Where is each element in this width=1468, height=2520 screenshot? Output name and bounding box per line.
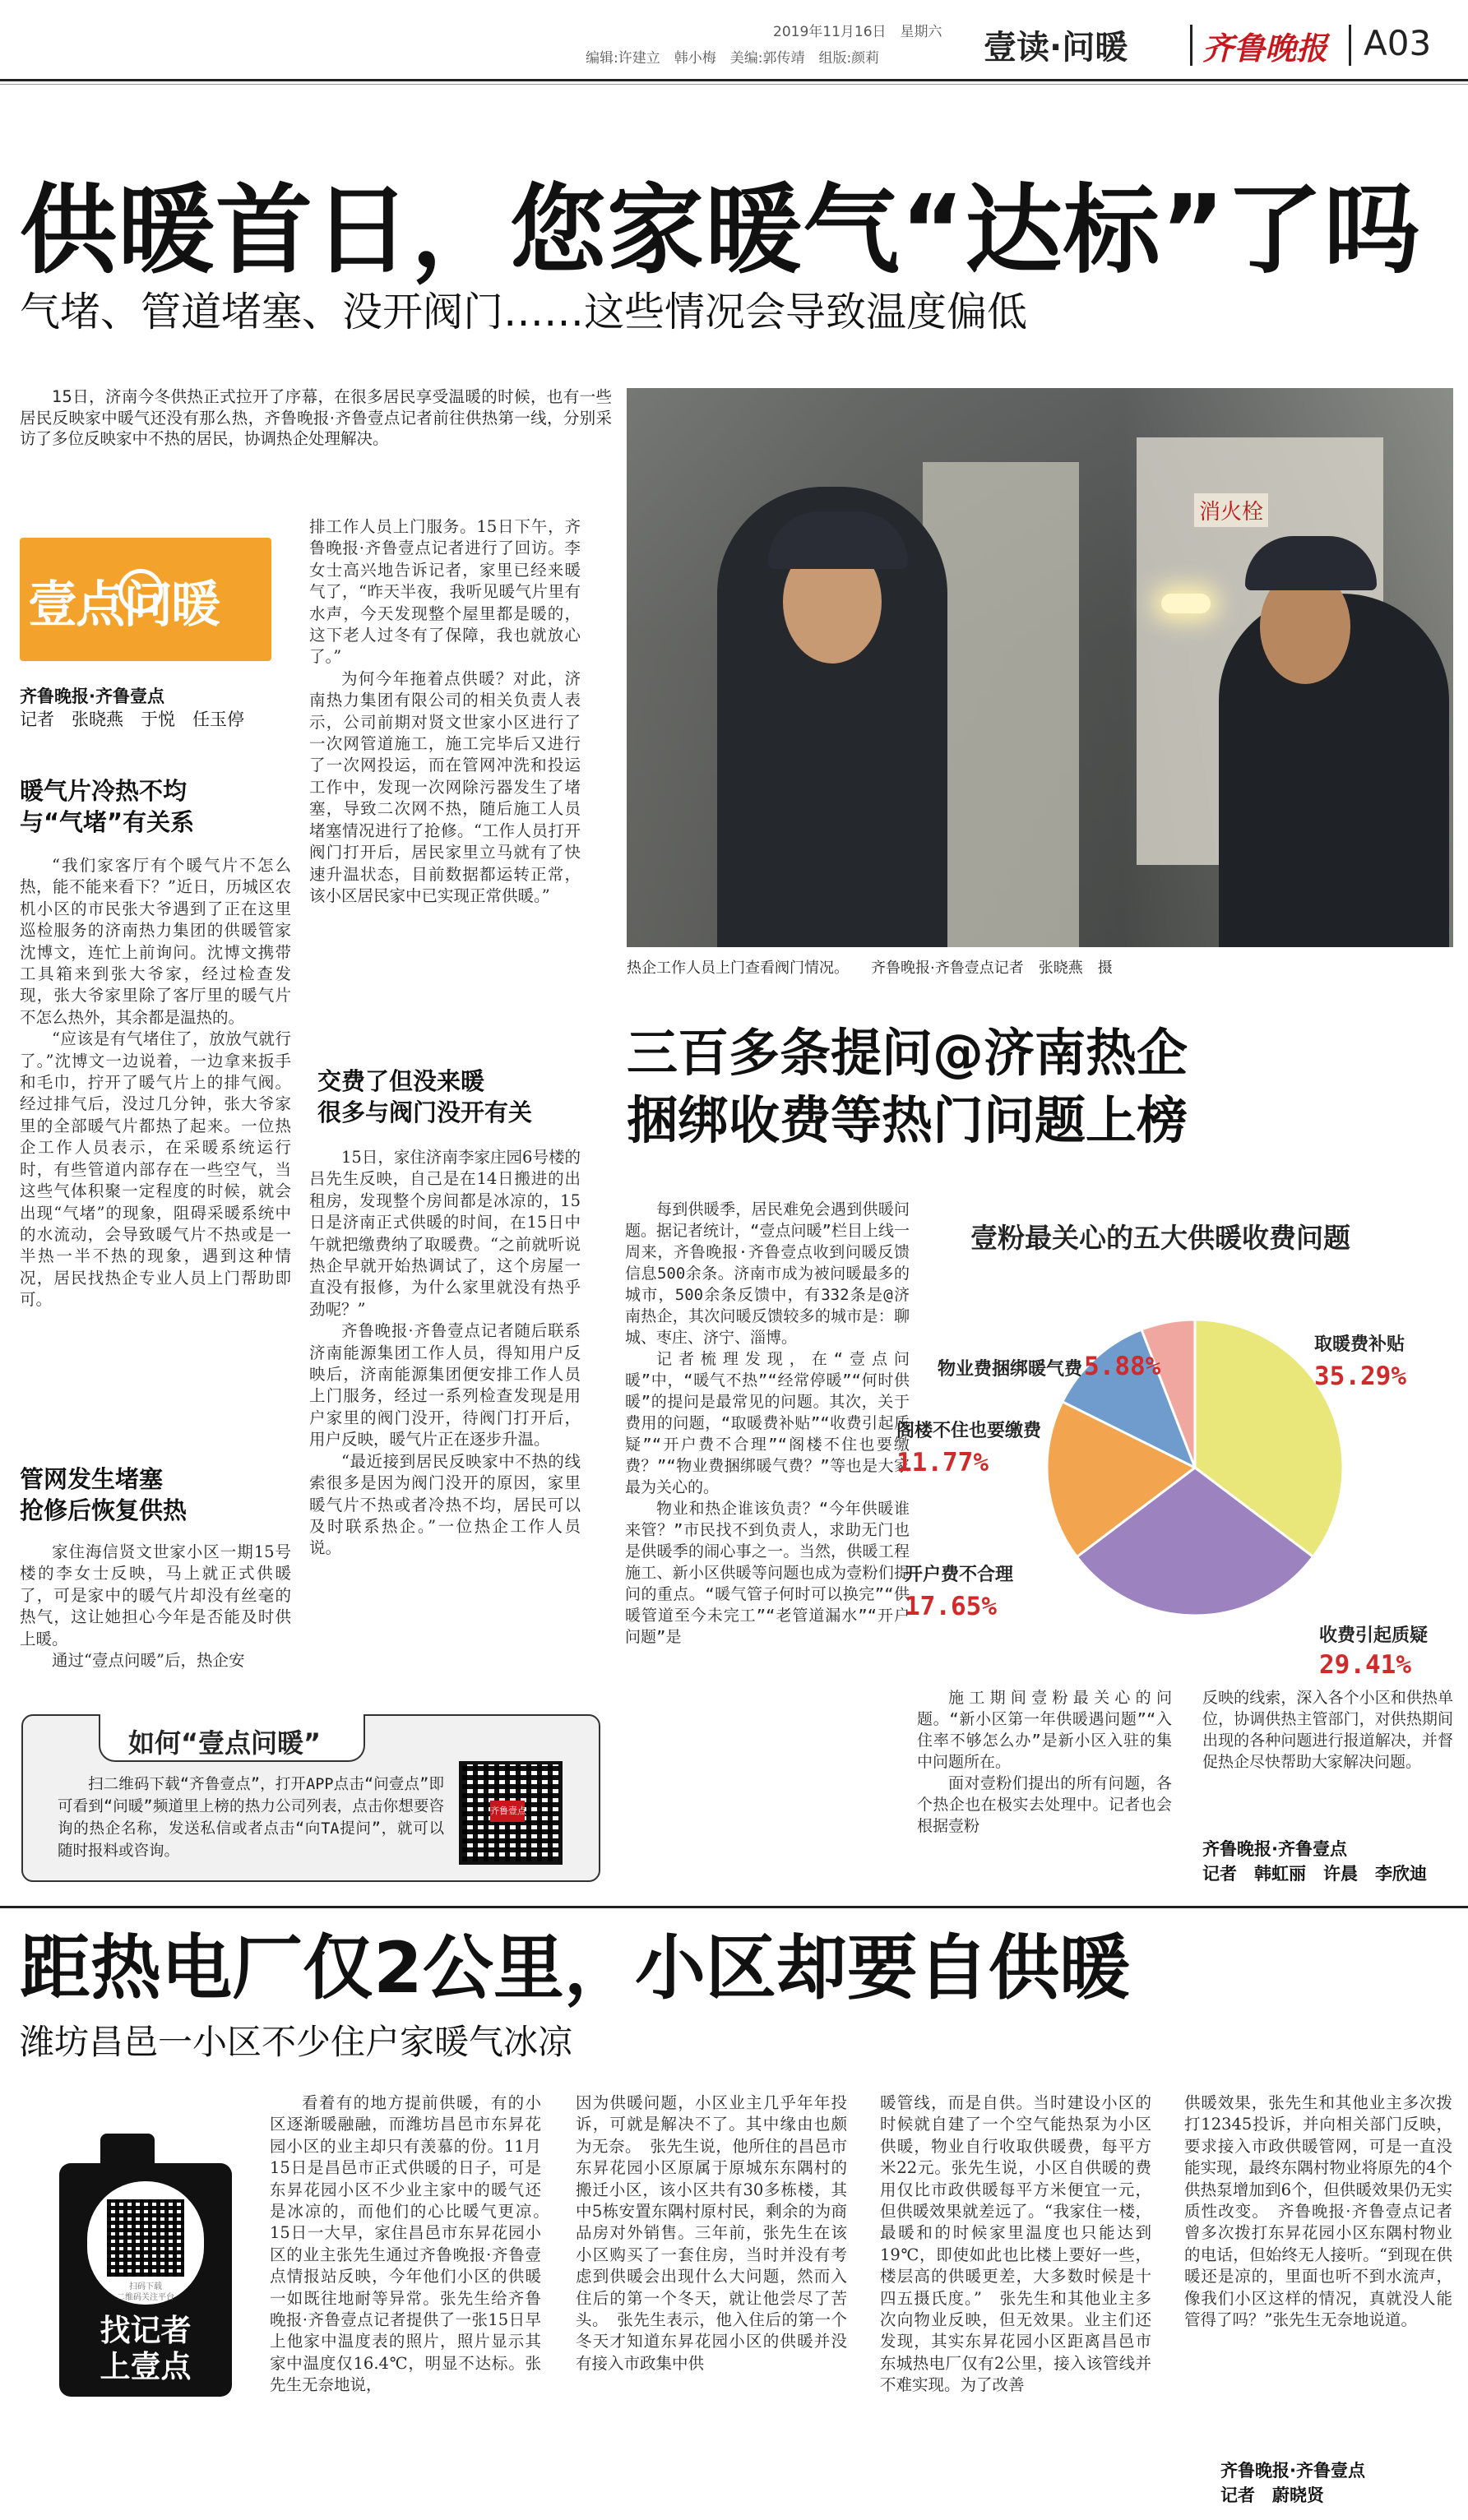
article1-col2-a: 排工作人员上门服务。15日下午，齐鲁晚报·齐鲁壹点记者进行了回访。李女士高兴地告诉记者，家里已经来暖气了，“昨天半夜，我听见暖气片里有水声，今天发现整个屋里都是暖的，这下老人过冬有了保障，我也就放心了。” 为何今年拖着点供暖？对此，济南热力集团有限公司的相关负责人表示，公司前期对贤文世家小区进行了一次网管道施工，施工完毕后又进行了一次网投运，而在管网冲洗和投运工作中，发现一次网除污器发生了堵塞，导致二次网不热，随后施工人员堵塞情况进行了抢修。“工作人员打开阀门打开后，居民家里立马就有了快速升温状态，目前数据都运转正常，该小区居民家中已实现正常供暖。” <box>309 517 581 905</box>
pie-label-2: 开户费不合理 <box>905 1565 1014 1585</box>
article1-subheadline: 气堵、管道堵塞、没开阀门……这些情况会导致温度偏低 <box>20 289 1028 335</box>
pie-value-3: 11.77% <box>896 1448 989 1477</box>
promo-box <box>21 1714 600 1882</box>
chart-title: 壹粉最关心的五大供暖收费问题 <box>970 1222 1350 1254</box>
badge-text: 找记者 上壹点 <box>100 2313 192 2384</box>
fire-cabinet-label: 消火栓 <box>1194 493 1268 527</box>
article1-lead: 15日，济南今冬供热正式拉开了序幕，在很多居民享受温暖的时候，也有一些居民反映家中暖气还没有那么热，齐鲁晚报·齐鲁壹点记者前往供热第一线，分别采访了多位反映家中不热的居民，协调热企处理解决。 <box>20 387 612 448</box>
article2-headline: 三百多条提问@济南热企 捆绑收费等热门问题上榜 <box>627 1023 1188 1150</box>
thermometer-icon <box>118 569 163 613</box>
paper-logo: 齐鲁晚报 <box>1202 30 1328 67</box>
article-divider <box>0 1906 1468 1908</box>
logo-text: 壹点问暖 <box>28 576 219 634</box>
article3-col2: 因为供暖问题，小区业主几乎年年投诉，可就是解决不了。其中缘由也颇为无奈。 张先生说，他所住的昌邑市东昇花园小区原属于原城东东隅村的搬迁小区，该小区共有30多栋楼，其中5栋安置东隅村原村民，剩余的为商品房对外销售。三年前，张先生在该小区购买了一套住房，当时并没有考虑到供暖会出现什么大问题，然而入住后的第一个冬天，就让他尝尽了苦头。 张先生表示，他入住后的第一个冬天才知道东昇花园小区的供暖并没有接入市政集中供 <box>576 2093 847 2373</box>
promo-title: 如何“壹点问暖” <box>128 1727 322 1759</box>
article1-photo <box>627 388 1453 947</box>
pie-value-1: 29.41% <box>1319 1650 1411 1680</box>
pie-value-2: 17.65% <box>905 1592 997 1621</box>
pie-label-3: 阁楼不住也要缴费 <box>896 1421 1042 1441</box>
staff-credits: 编辑:许建立 韩小梅 美编:郭传靖 组版:颜莉 <box>586 50 880 67</box>
article1-photo-caption: 热企工作人员上门查看阀门情况。 齐鲁晚报·齐鲁壹点记者 张晓燕 摄 <box>627 959 1113 977</box>
article3-col3: 暖管线，而是自供。当时建设小区的时候就自建了一个空气能热泵为小区供暖，物业自行收取供暖费，每平方米22元。张先生说，小区自供暖的费用仅比市政供暖每平方米便宜一元，但供暖效果就差远了。“我家住一楼，最暖和的时候家里温度也只能达到19℃，即使如此也比楼上要好一些，楼层高的供暖更差，大多数时候是十四五摄氏度。” 张先生和其他业主多次向物业反映，但无效果。业主们还发现，其实东昇花园小区距离昌邑市东城热电厂仅有2公里，接入该管线并不难实现。为了改善 <box>880 2093 1151 2395</box>
issue-date: 2019年11月16日 星期六 <box>773 24 942 40</box>
section-name: 壹读·问暖 <box>984 29 1128 67</box>
pie-label-0: 取暖费补贴 <box>1314 1334 1405 1355</box>
wennuan-logo <box>20 538 271 661</box>
divider-bar <box>1190 25 1192 66</box>
promo-body: 扫二维码下载“齐鲁壹点”，打开APP点击“问壹点”即可看到“问暖”频道里上榜的热力公司列表，点击你想要咨询的热企名称，发送私信或者点击“向TA提问”，就可以随时报料或咨询。 <box>58 1776 444 1860</box>
reporter-badge <box>59 2134 232 2397</box>
badge-tab <box>100 2134 155 2166</box>
pie-svg <box>896 1200 1456 1680</box>
article1-byline-org: 齐鲁晚报·齐鲁壹点 <box>20 687 164 706</box>
divider-bar <box>1349 25 1351 66</box>
pie-value-4: 5.88% <box>1084 1352 1161 1381</box>
promo-qr-code[interactable] <box>459 1761 563 1865</box>
article1-col1-a: “我们家客厅有个暖气片不怎么热，能不能来看下？”近日，历城区农机小区的市民张大爷遇到了正在这里巡检服务的济南热力集团的供暖管家沈博文，连忙上前询问。沈博文携带工具箱来到张大爷家，经过检查发现，张大爷家里除了客厅里的暖气片不怎么热外，其余都是温热的。 “应该是有气堵住了，放放气就行了。”沈博文一边说着，一边拿来扳手和毛巾，拧开了暖气片上的排气阀。经过排气后，没过几分钟，张大爷家里的全部暖气片都热了起来。一位热企工作人员表示，在采暖系统运行时，有些管道内部存在一些空气，当这些气体积聚一定程度的时候，就会出现“气堵”的现象，阻碍采暖系统中的水流动，会导致暖气片不热或是一半热一半不热的现象，遇到这种情况，居民找热企专业人员上门帮助即可。 <box>20 856 291 1310</box>
pie-label-1: 收费引起质疑 <box>1319 1625 1429 1646</box>
article1-headline: 供暖首日，您家暖气“达标”了吗 <box>20 173 1422 287</box>
article2-col1: 每到供暖季，居民难免会遇到供暖问题。据记者统计，“壹点问暖”栏目上线一周来，齐鲁晚报·齐鲁壹点收到问暖反馈信息500余条。济南市成为被问暖最多的城市，500余条反馈中，有332条是@济南热企，其次问暖反馈较多的城市是：聊城、枣庄、济宁、淄博。 记者梳理发现，在“壹点问暖”中，“暖气不热”“经常停暖”“何时供暖”的提问是最常见的问题。其次，关于费用的问题，“取暖费补贴”“收费引起质疑”“开户费不合理”“阁楼不住也要缴费？”“物业费捆绑暖气费？”等也是大家最为关心的。 物业和热企谁该负责？“今年供暖谁来管？”市民找不到负责人，求助无门也是供暖季的闹心事之一。当然，供暖工程施工、新小区供暖等问题也成为壹粉们提问的重点。“暖气管子何时可以换完”“供暖管道至今未完工”“老管道漏水”“开户问题”是 <box>625 1200 910 1646</box>
badge-caption: 扫码下载 二维码关注平台 <box>117 2282 174 2302</box>
article1-byline-names: 记者 张晓燕 于悦 任玉停 <box>20 710 244 729</box>
article3-headline: 距热电厂仅2公里，小区却要自供暖 <box>20 1927 1130 2009</box>
article1-col2-b: 15日，家住济南李家庄园6号楼的吕先生反映，自己是在14日搬进的出租房，发现整个房间都是冰凉的，15日是济南正式供暖的时间，在15日中午就把缴费纳了取暖费。“之前就听说热企早就开始热调试了，这个房屋一直没有报修，为什么家里就没有热乎劲呢？” 齐鲁晚报·齐鲁壹点记者随后联系济南能源集团工作人员，得知用户反映后，济南能源集团便安排工作人员上门服务，经过一系列检查发现是用户家里的阀门没开，待阀门打开后，用户反映，暖气片正在逐步升温。 “最近接到居民反映家中不热的线索很多是因为阀门没开的原因，家里暖气片不热或者冷热不均，居民可以及时联系热企。”一位热企工作人员说。 <box>309 1148 581 1558</box>
article3-subheadline: 潍坊昌邑一小区不少住户家暖气冰凉 <box>20 2022 573 2062</box>
article3-byline-org: 齐鲁晚报·齐鲁壹点 <box>1220 2461 1365 2481</box>
article3-byline-names: 记者 蔚晓贤 <box>1220 2485 1324 2505</box>
article1-subhead-1: 暖气片冷热不均 与“气堵”有关系 <box>20 777 195 836</box>
pie-chart <box>896 1200 1456 1680</box>
pie-value-0: 35.29% <box>1314 1362 1406 1391</box>
header-rule <box>0 79 1468 81</box>
masthead-strip <box>0 0 1468 74</box>
header-rule-thin <box>0 84 1468 85</box>
flashlight-beam <box>1161 594 1211 613</box>
article1-col1-b: 家住海信贤文世家小区一期15号楼的李女士反映，马上就正式供暖了，可是家中的暖气片却没有丝毫的热气，这让她担心今年是否能及时供上暖。 通过“壹点问暖”后，热企安 <box>20 1542 291 1671</box>
article2-col2: 施工期间壹粉最关心的问题。“新小区第一年供暖遇问题”“入住率不够怎么办”是新小区入驻的集中问题所在。 面对壹粉们提出的所有问题，各个热企也在极实去处理中。记者也会根据壹粉 <box>917 1689 1172 1835</box>
pie-label-4: 物业费捆绑暖气费 <box>938 1359 1083 1380</box>
page-number: A03 <box>1364 23 1432 63</box>
qr-center-label: 齐鲁壹点 <box>490 1801 525 1822</box>
article1-subhead-2: 管网发生堵塞 抢修后恢复供热 <box>20 1465 188 1524</box>
article1-subhead-3: 交费了但没来暖 很多与阀门没开有关 <box>317 1067 533 1126</box>
article2-byline-names: 记者 韩虹丽 许晨 李欣迪 <box>1202 1864 1427 1884</box>
article2-col3: 反映的线索，深入各个小区和供热单位，协调供热主管部门，对供热期间出现的各种问题进行报道解决，并督促热企尽快帮助大家解决问题。 <box>1202 1689 1453 1771</box>
badge-qr-code[interactable] <box>107 2199 184 2277</box>
article3-col4: 供暖效果，张先生和其他业主多次拨打12345投诉，并向相关部门反映，要求接入市政供暖管网，可是一直没能实现，最终东隅村物业将原先的4个供热泵增加到6个，但供暖效果仍无实质性改变。 齐鲁晚报·齐鲁壹点记者曾多次拨打东昇花园小区东隅村物业的电话，但始终无人接听。“到现在供暖还是凉的，里面也听不到水流声，像我们小区这样的情况，真就没人能管得了吗？”张先生无奈地说道。 <box>1184 2093 1452 2330</box>
article3-col1: 看着有的地方提前供暖，有的小区逐渐暖融融，而潍坊昌邑市东昇花园小区的业主却只有羡慕的份。11月15日是昌邑市正式供暖的日子，可是东昇花园小区不少业主家中的暖气还是冰凉的，而他们的心比暖气更凉。 15日一大早，家住昌邑市东昇花园小区的业主张先生通过齐鲁晚报·齐鲁壹点情报站反映，今年他们小区的供暖一如既往地耐等异常。张先生给齐鲁晚报·齐鲁壹点记者提供了一张15日早上他家中温度表的照片，照片显示其家中温度仅16.4℃，明显不达标。张先生无奈地说， <box>270 2093 558 2395</box>
article2-byline-org: 齐鲁晚报·齐鲁壹点 <box>1202 1839 1347 1859</box>
